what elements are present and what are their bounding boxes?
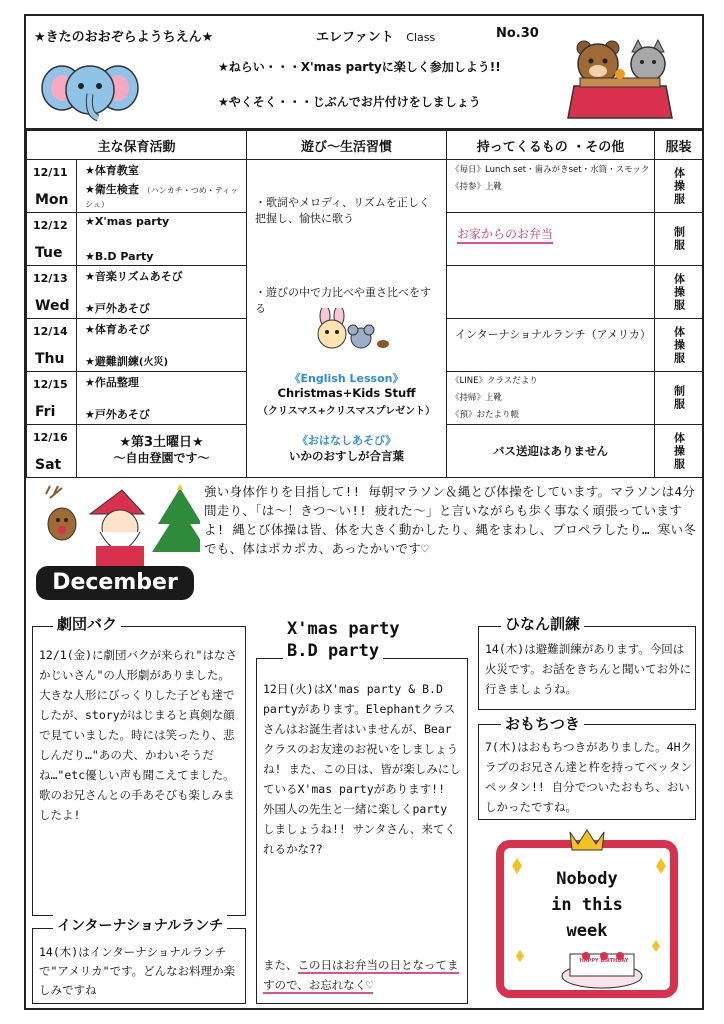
date: 12/16	[33, 431, 68, 444]
date-cell	[27, 160, 77, 213]
class-title	[316, 26, 435, 45]
date-cell	[27, 425, 77, 478]
evacuation-drill-text: 14(木)は避難訓練があります。今回は火災です。お話をきちんと聞いてお外に行きましょうね。	[485, 642, 692, 696]
activity-sub: ★戸外あそび	[85, 302, 150, 315]
party-title-2: B.D party	[283, 641, 383, 661]
mochitsuki-text: 7(木)はおもちつきがありました。4Hクラブのお兄さん達と杵を持ってペッタンペッタン!! 自分でついたおもち、おいしかったですね。	[485, 740, 693, 814]
english-lesson-line2: （クリスマス+クリスマスプレゼント）	[257, 406, 436, 417]
promise-text: ★やくそく・・・じぶんでお片付けをしましょう	[218, 95, 481, 109]
clothing-cell: 体操服	[655, 425, 703, 478]
activity-note: (火災)	[138, 357, 169, 368]
date: 12/13	[33, 272, 68, 285]
activity-main: ★作品整理	[85, 376, 139, 389]
birthday-line-1: Nobody	[556, 869, 618, 889]
clothing-cell: 体操服	[655, 319, 703, 372]
cake-label: HAPPY BIRTHDAY	[579, 958, 629, 964]
weekday: Wed	[35, 298, 70, 314]
weekday: Sat	[35, 457, 62, 473]
intl-lunch-title: インターナショナルランチ	[53, 915, 227, 935]
date-cell	[27, 319, 77, 372]
evacuation-drill-title: ひなん訓練	[501, 613, 584, 634]
activity-cell	[77, 266, 247, 319]
col-header-clothing: 服装	[655, 131, 703, 160]
intl-lunch-text: 14(木)はインターナショナルランチで"アメリカ"です。どんなお料理か楽しみですね	[39, 945, 236, 997]
play-goal-2: ・遊びの中で力比べや重さ比べをする	[255, 286, 432, 315]
bring-cell	[447, 213, 655, 266]
activity-main: ★体育教室	[85, 164, 139, 177]
activity-main: ★体育あそび	[85, 323, 150, 336]
bring-lunch-note: お家からのお弁当	[457, 225, 553, 244]
play-habits-cell	[247, 160, 447, 478]
party-box	[256, 619, 468, 1004]
date-cell	[27, 372, 77, 425]
activity-main: ★音楽リズムあそび	[85, 270, 183, 283]
activity-main: ★第3土曜日★	[119, 435, 204, 450]
activity-sub: ★戸外あそび	[85, 408, 150, 421]
story-play-line1: いかのおすしが合言葉	[289, 449, 405, 463]
date-cell	[27, 213, 77, 266]
bring-carry: 《持参》上靴	[451, 182, 503, 192]
schedule-header-row	[27, 131, 703, 160]
weekday: Tue	[35, 245, 63, 261]
intro-message: 強い身体作りを目指して!! 毎朝マラソン＆縄とび体操をしています。マラソンは4分間走り、「は～！きつ～い!! 疲れた～」と言いながらも歩く事なく頑張っていますよ! 縄とび体操は皆、体を大きく動かしたり、縄をまわし、プロペラしたり… 寒い冬でも、体はポカポカ、あったかいです♡	[204, 484, 697, 556]
col-header-bring: 持ってくるもの ・その他	[447, 131, 655, 160]
activity-cell	[77, 319, 247, 372]
activity-cell	[77, 160, 247, 213]
clothing-cell: 体操服	[655, 160, 703, 213]
activity-cell	[77, 372, 247, 425]
party-note-prefix: また、	[263, 958, 298, 972]
bring-line: 《LINE》クラスだより	[451, 376, 538, 386]
theater-text: 12/1(金)に劇団バクが来られ"はなさかじいさん"の人形劇がありました。大きな人形にびっくりした子ども達でしたが、storyがはじまると真剣な顔で見ていました。時には笑ったり、悲しんだり…"あの犬、かわいそうだね…"etc優しい声も聞こえてました。歌のお兄さんとの手あそびも楽しみましたよ!	[39, 648, 237, 822]
english-lesson-line1: Christmas+Kids Stuff	[277, 386, 416, 400]
activity-cell	[77, 425, 247, 478]
bring-cell	[447, 425, 655, 478]
bring-cell	[447, 160, 655, 213]
activity-sub: ★B.D Party	[85, 250, 154, 263]
activity-note: （ハンカチ・つめ・ティッシュ）	[85, 186, 239, 209]
class-name: エレファント	[316, 30, 394, 45]
activity-main: ★X'mas party	[85, 215, 170, 228]
story-play-title: 《おはなしあそび》	[296, 434, 397, 447]
bring-cell	[447, 319, 655, 372]
activity-sub	[85, 353, 168, 369]
col-header-play: 遊び～生活習慣	[247, 131, 447, 160]
birthday-line-3: week	[566, 921, 608, 941]
clothing-cell: 制服	[655, 213, 703, 266]
december-banner: December	[36, 566, 194, 600]
aim-text: ★ねらい・・・X'mas partyに楽しく参加しよう!!	[218, 60, 501, 74]
activity-sub: ～自由登園です～	[113, 451, 210, 465]
date-cell	[27, 266, 77, 319]
clothing-cell: 体操服	[655, 266, 703, 319]
elephant-illustration	[40, 56, 140, 126]
play-goal-1: ・歌詞やメロディ、リズムを正しく把握し、愉快に歌う	[255, 196, 430, 225]
activity-sub-text: ★避難訓練	[85, 355, 139, 368]
bear-and-cat-kotatsu-illustration	[560, 34, 678, 124]
activity-cell	[77, 213, 247, 266]
bring-cell	[447, 372, 655, 425]
santa-reindeer-tree-illustration	[40, 484, 200, 568]
party-note	[263, 955, 463, 995]
theater-title: 劇団バク	[53, 613, 121, 634]
weekday: Mon	[35, 192, 69, 208]
bring-deposit: 《預》おたより帳	[451, 410, 520, 420]
newsletter-page	[24, 14, 704, 1010]
party-text: 12日(火)はX'mas party & B.D partyがあります。Elephantクラスさんはお誕生者はいませんが、Bearクラスのお友達のお祝いをしましょうね! また、この日は、皆が楽しみにしているX'mas partyがあります!! 外国人の先生と一緒に楽しくparty しましょうね!! サンタさん、来てくれるかな??	[263, 682, 461, 856]
bring-daily: 《毎日》Lunch set・歯みがきset・水筒・スモック	[451, 165, 650, 175]
school-name: ★きたのおおぞらようちえん★	[34, 30, 214, 45]
table-row	[27, 160, 703, 213]
weekday: Fri	[35, 404, 56, 420]
english-lesson-title: 《English Lesson》	[289, 372, 404, 385]
date: 12/12	[33, 219, 68, 232]
newsletter-header	[26, 16, 702, 130]
mochitsuki-title: おもちつき	[501, 713, 584, 734]
bring-carry: 《持帰》上靴	[451, 393, 503, 403]
date: 12/15	[33, 378, 68, 391]
bus-notice: バス送迎はありません	[493, 444, 609, 458]
news-section	[26, 476, 702, 1008]
col-header-activities: 主な保育活動	[27, 131, 247, 160]
weekday: Thu	[35, 351, 65, 367]
clothing-cell: 制服	[655, 372, 703, 425]
mochitsuki-box	[478, 715, 696, 820]
bunny-mouse-illustration	[303, 308, 393, 358]
date: 12/11	[33, 166, 68, 179]
weekly-schedule-table	[26, 130, 703, 478]
bring-cell	[447, 266, 655, 319]
intl-lunch-box	[32, 918, 246, 1004]
class-label: Class	[406, 31, 436, 44]
issue-number: No.30	[496, 26, 539, 41]
birthday-message	[522, 866, 652, 944]
birthday-line-2: in this	[551, 895, 623, 915]
date: 12/14	[33, 325, 68, 338]
evacuation-drill-box	[478, 615, 696, 710]
theater-box	[32, 615, 246, 916]
bring-intl-lunch: インターナショナルランチ（アメリカ）	[455, 328, 651, 341]
activity-sub-text: ★衛生検査	[85, 183, 139, 196]
party-title-1: X'mas party	[283, 619, 404, 639]
activity-sub	[85, 181, 246, 210]
party-note-lunch: この日はお弁当の日となってますので、お忘れなく♡	[263, 958, 459, 992]
